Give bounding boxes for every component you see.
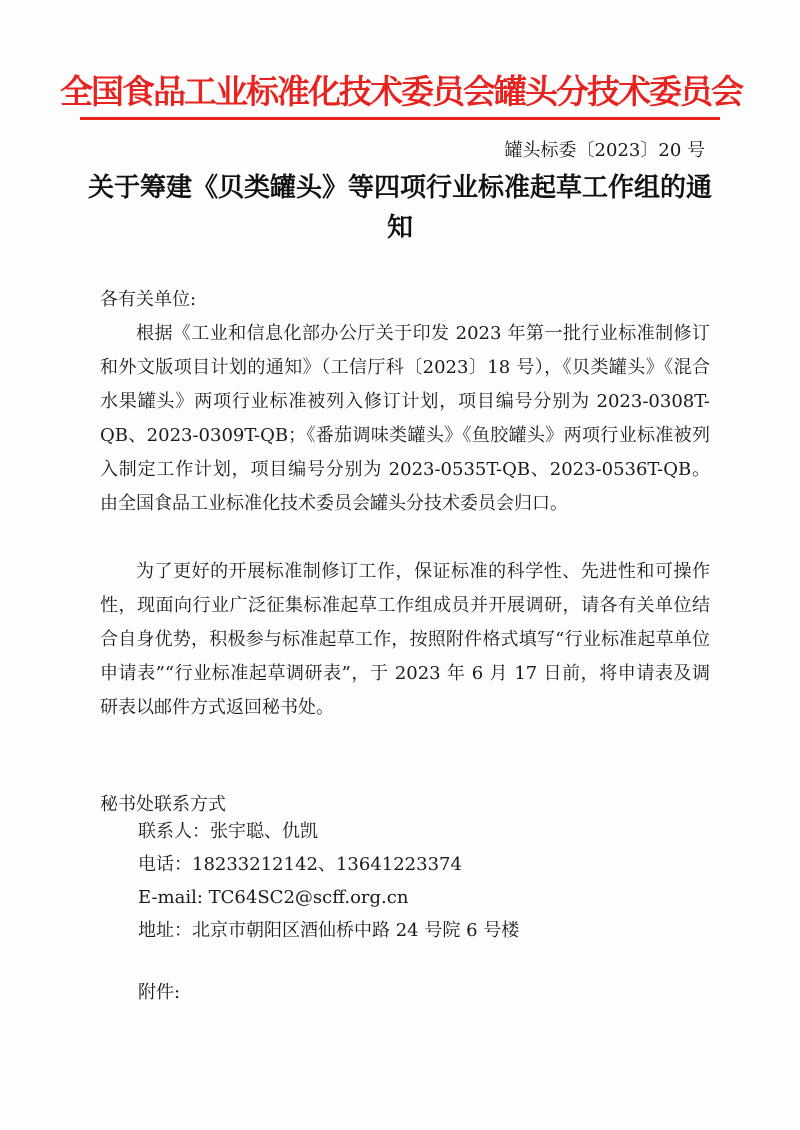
contact-person: 联系人：张宇聪、仇凯 xyxy=(138,821,318,842)
contact-heading: 秘书处联系方式 xyxy=(100,794,226,815)
document-number: 罐头标委〔2023〕20 号 xyxy=(504,140,705,161)
header-red-rule xyxy=(80,117,720,120)
attachment-label: 附件: xyxy=(138,982,181,1003)
salutation: 各有关单位: xyxy=(100,289,197,310)
body-paragraph-1 xyxy=(100,317,710,521)
body-paragraph-2 xyxy=(100,555,710,725)
contact-address: 地址：北京市朝阳区酒仙桥中路 24 号院 6 号楼 xyxy=(138,920,520,941)
paragraph-text: 为了更好的开展标准制修订工作，保证标准的科学性、先进性和可操作性，现面向行业广泛征集标准起草工作组成员并开展调研，请各有关单位结合自身优势，积极参与标准起草工作，按照附件格式填写“行业标准起草单位申请表”“行业标准起草调研表”，于 2023 年 6 月 17 日前，将申请表及调研表以邮件方式返回秘书处。 xyxy=(100,561,710,718)
document-title: 关于筹建《贝类罐头》等四项行业标准起草工作组的通知 xyxy=(87,173,712,243)
organization-header: 全国食品工业标准化技术委员会罐头分技术委员会 xyxy=(60,72,742,111)
contact-email: E-mail: TC64SC2@scff.org.cn xyxy=(138,887,409,908)
contact-phone: 电话：18233212142、13641223374 xyxy=(138,854,462,875)
paragraph-text: 根据《工业和信息化部办公厅关于印发 2023 年第一批行业标准制修订和外文版项目计划的通知》（工信厅科〔2023〕18 号），《贝类罐头》《混合水果罐头》两项行业标准被列入修订计划，项目编号分别为 2023-0308T-QB、2023-0309T-QB；《番茄调味类罐头》《鱼胶罐头》两项行业标准被列入制定工作计划，项目编号分别为 2023-0535T-QB、2023-0536T-QB。由全国食品工业标准化技术委员会罐头分技术委员会归口。 xyxy=(100,323,710,514)
